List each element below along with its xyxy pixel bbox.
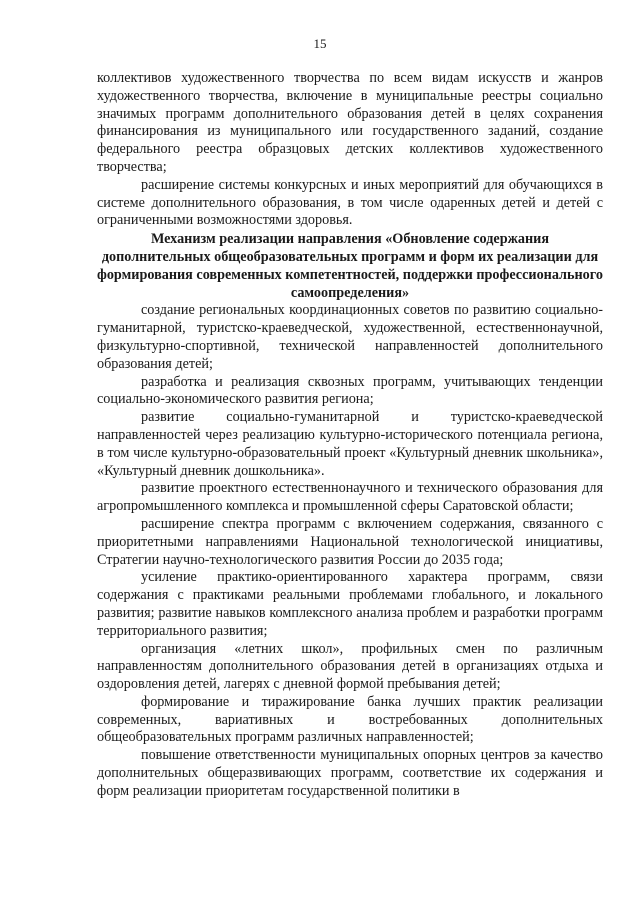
paragraph: повышение ответственности муниципальных опорных центров за качество дополнительных общеразвивающих программ, соответствие их содержания и форм реализации приоритетам государственной политики в	[97, 747, 603, 799]
section-heading: Механизм реализации направления «Обновление содержания дополнительных общеобразовательных программ и форм их реализации для формирования современных компетентностей, поддержки профессионального самоопределения»	[97, 231, 603, 301]
paragraph: усиление практико-ориентированного характера программ, связи содержания с практиками реальными проблемами глобального, и локального развития; развитие навыков комплексного анализа проблем и разработки программ территориального развития;	[97, 569, 603, 639]
paragraph: развитие социально-гуманитарной и туристско-краеведческой направленностей через реализацию культурно-исторического потенциала региона, в том числе культурно-образовательный проект «Культурный дневник школьника», «Культурный дневник дошкольника».	[97, 409, 603, 479]
paragraph: разработка и реализация сквозных программ, учитывающих тенденции социально-экономического развития региона;	[97, 373, 603, 408]
paragraph: создание региональных координационных советов по развитию социально-гуманитарной, туристско-краеведческой, художественной, естественнонаучной, физкультурно-спортивной, технической направленностей дополнительного образования детей;	[97, 302, 603, 372]
paragraph: расширение спектра программ с включением содержания, связанного с приоритетными направлениями Национальной технологической инициативы, Стратегии научно-технологического развития России до 2035 года;	[97, 515, 603, 568]
paragraph-continued: коллективов художественного творчества по всем видам искусств и жанров художественного творчества, включение в муниципальные реестры социально значимых программ дополнительного образования детей в целях сохранения финансирования из муниципального или государственного заданий, создание федерального реестра образцовых детских коллективов художественного творчества;	[97, 70, 603, 175]
document-body	[97, 70, 603, 801]
paragraph: расширение системы конкурсных и иных мероприятий для обучающихся в системе дополнительного образования, в том числе одаренных детей и детей с ограниченными возможностями здоровья.	[97, 176, 603, 229]
paragraph: развитие проектного естественнонаучного и технического образования для агропромышленного комплекса и промышленной сферы Саратовской области;	[97, 480, 603, 515]
page-number: 15	[313, 36, 327, 51]
paragraph: формирование и тиражирование банка лучших практик реализации современных, вариативных и востребованных дополнительных общеобразовательных программ различных направленностей;	[97, 693, 603, 746]
paragraph: организация «летних школ», профильных смен по различным направленностям дополнительного образования детей в организациях отдыха и оздоровления детей, лагерях с дневной формой пребывания детей;	[97, 640, 603, 693]
